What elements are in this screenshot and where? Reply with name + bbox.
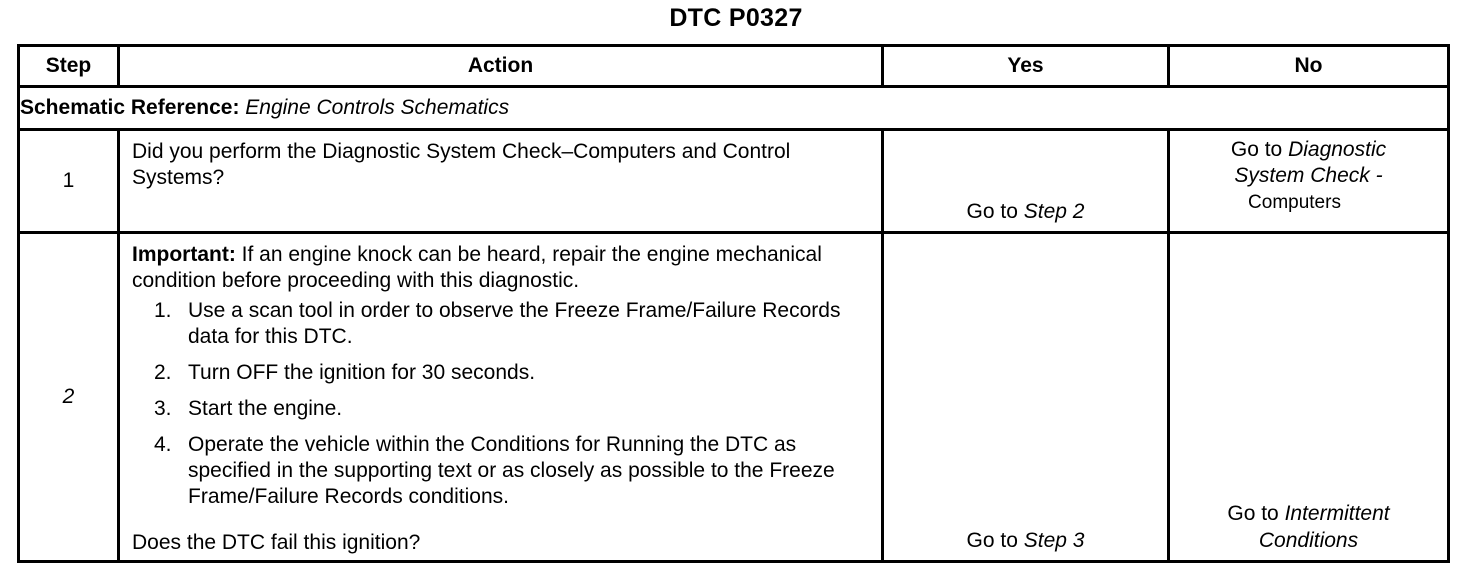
schematic-row: [19, 87, 1449, 130]
list-item: [154, 360, 867, 386]
list-number: 3.: [154, 397, 172, 420]
no-prefix: Go to: [1230, 138, 1289, 161]
list-item: [154, 298, 867, 350]
no-link[interactable]: Intermittent: [1284, 502, 1390, 525]
important-label: Important:: [132, 243, 236, 266]
step-number: 1: [19, 130, 119, 233]
schematic-reference: [19, 87, 1449, 130]
yes-step-link[interactable]: Step 3: [1023, 529, 1085, 552]
important-text: If an engine knock can be heard, repair the engine mechanical condition before proceeding with this diagnostic.: [132, 243, 822, 292]
header-action: Action: [119, 46, 883, 87]
table-row: [19, 130, 1449, 233]
yes-step-link[interactable]: Step 2: [1023, 200, 1085, 223]
list-text: Start the engine.: [188, 397, 343, 420]
action-text: Did you perform the Diagnostic System Check–Computers and Control Systems?: [119, 130, 883, 233]
list-number: 2.: [154, 361, 172, 384]
no-cell: [1169, 130, 1449, 233]
page-title: DTC P0327: [669, 4, 803, 32]
header-yes: Yes: [883, 46, 1169, 87]
question-text: Does the DTC fail this ignition?: [132, 531, 421, 554]
list-item: [154, 396, 867, 422]
no-line-3: Computers: [1248, 192, 1341, 213]
list-text: Use a scan tool in order to observe the Freeze Frame/Failure Records data for this DTC.: [188, 299, 841, 348]
no-cell: [1169, 233, 1449, 562]
list-text: Operate the vehicle within the Conditions for Running the DTC as specified in the supporting text or as closely as possible to the Freeze Frame/Failure Records conditions.: [188, 433, 835, 508]
yes-cell: [883, 130, 1169, 233]
no-link-line-2[interactable]: System Check -: [1234, 164, 1383, 187]
important-note: [132, 242, 867, 294]
header-no: No: [1169, 46, 1449, 87]
schematic-label: Schematic Reference:: [20, 96, 240, 119]
action-cell: [119, 233, 883, 562]
yes-prefix: Go to: [966, 200, 1024, 223]
header-step: Step: [19, 46, 119, 87]
list-text: Turn OFF the ignition for 30 seconds.: [188, 361, 536, 384]
no-link-line-2[interactable]: Conditions: [1258, 529, 1359, 552]
list-number: 1.: [154, 299, 172, 322]
list-number: 4.: [154, 433, 172, 456]
header-row: [19, 46, 1449, 87]
yes-prefix: Go to: [966, 529, 1024, 552]
procedure-list: [132, 298, 867, 510]
diagnostic-table: [17, 44, 1450, 563]
table-row: [19, 233, 1449, 562]
no-prefix: Go to: [1227, 502, 1285, 525]
schematic-link[interactable]: Engine Controls Schematics: [245, 96, 510, 119]
yes-cell: [883, 233, 1169, 562]
step-number: 2: [19, 233, 119, 562]
list-item: [154, 432, 867, 510]
no-link[interactable]: Diagnostic: [1288, 138, 1387, 161]
